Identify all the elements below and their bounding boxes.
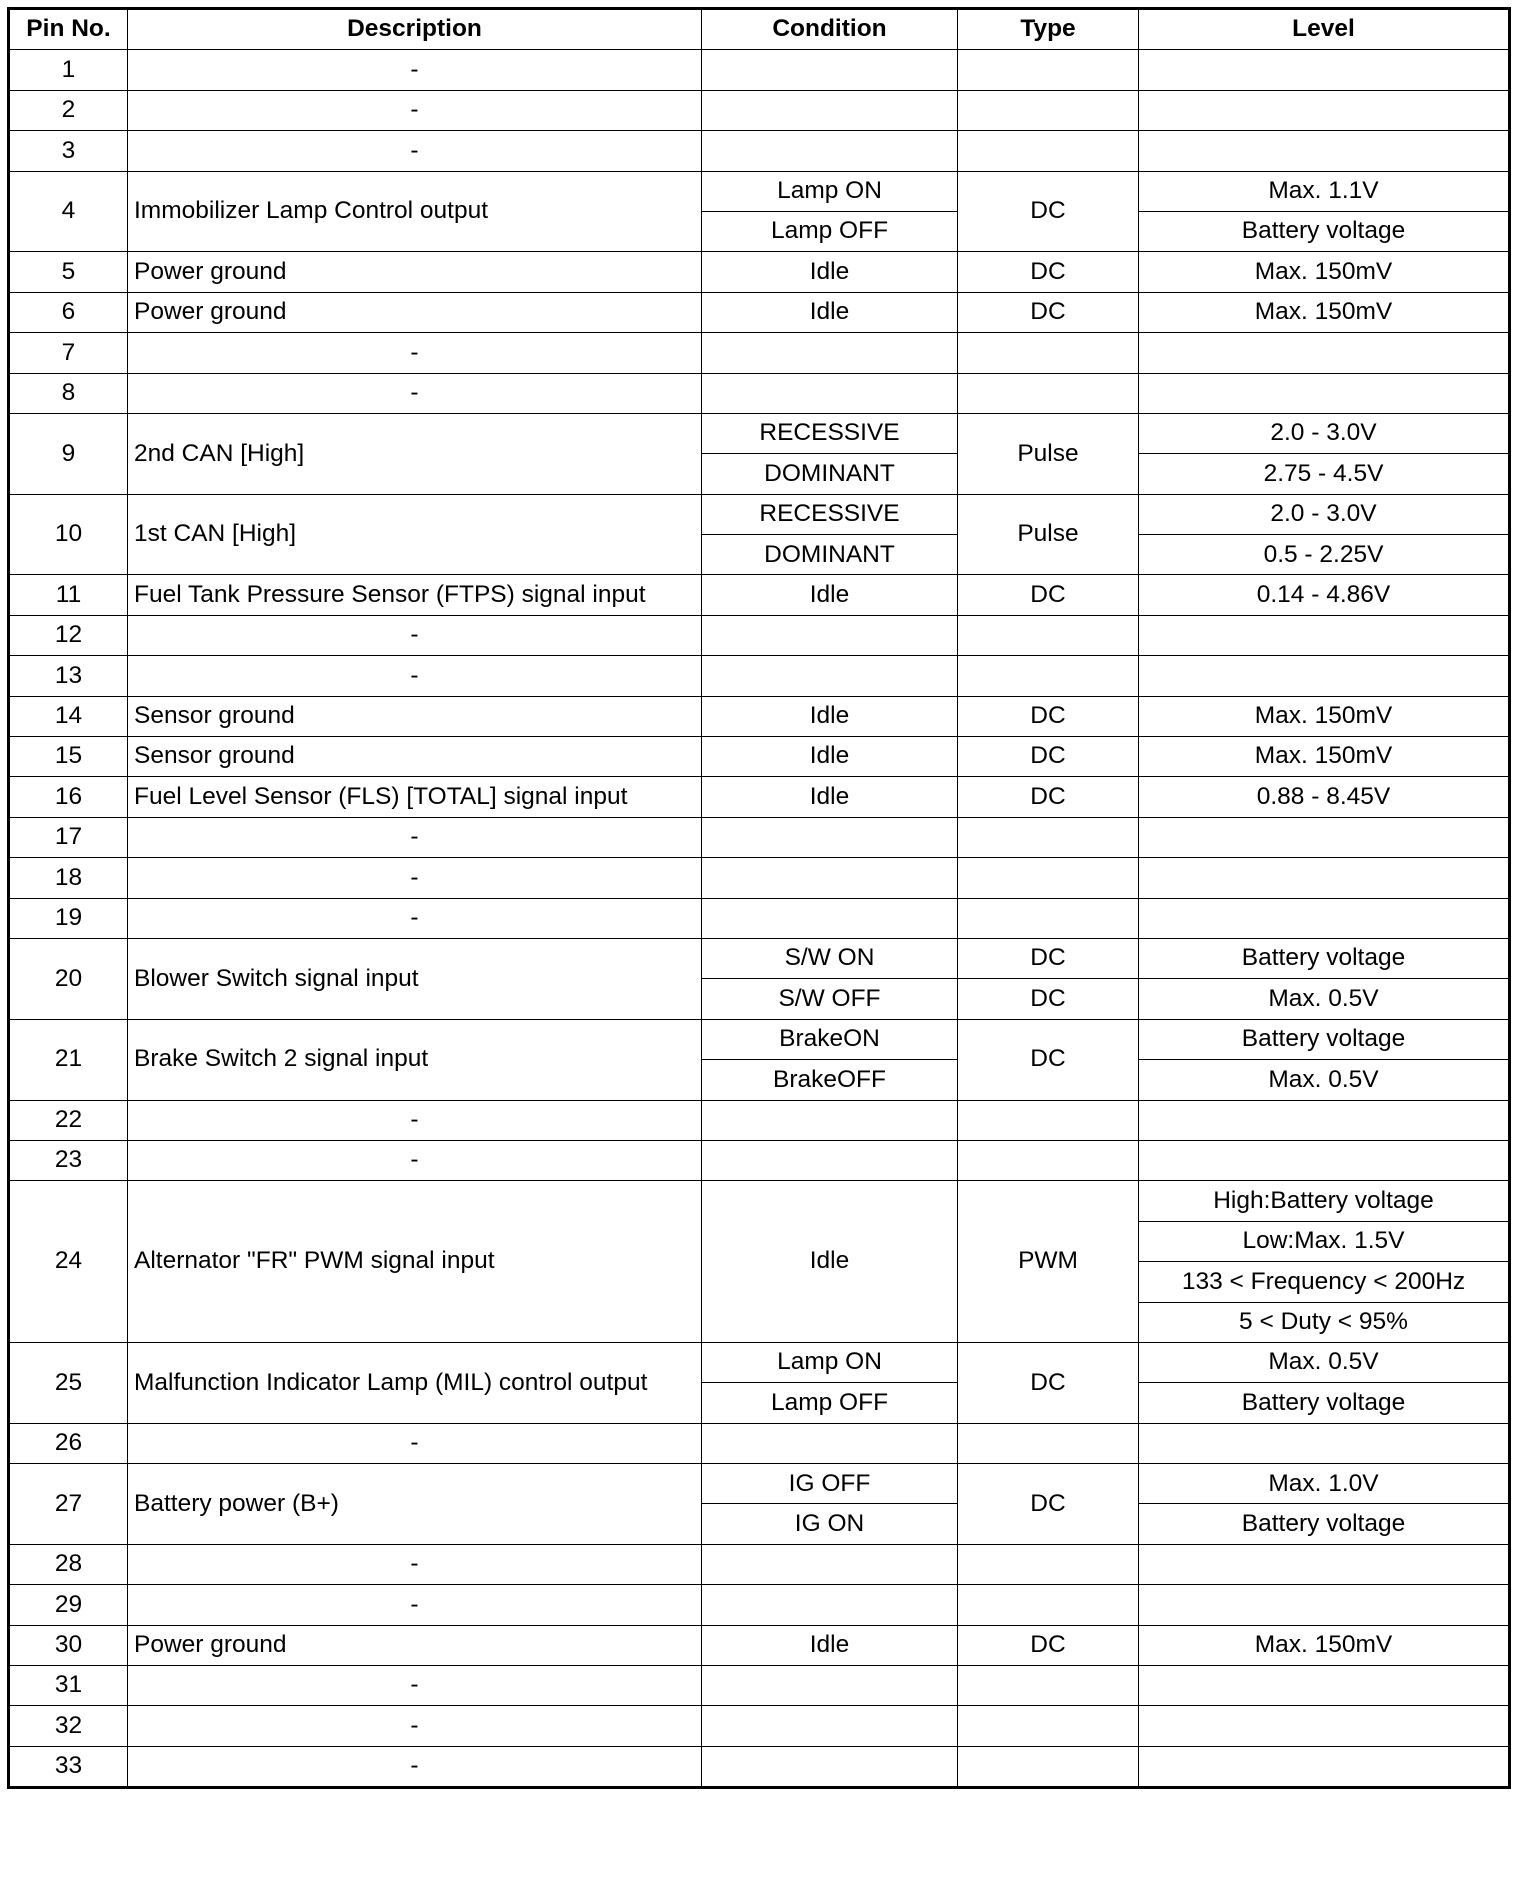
pin-description: - bbox=[128, 817, 702, 857]
pin-level: 133 < Frequency < 200Hz bbox=[1139, 1262, 1510, 1302]
table-row bbox=[9, 1746, 1510, 1787]
pin-number: 4 bbox=[9, 171, 128, 252]
table-row bbox=[9, 1706, 1510, 1746]
pin-condition: BrakeOFF bbox=[702, 1060, 958, 1100]
pin-condition: S/W ON bbox=[702, 938, 958, 978]
pin-condition: DOMINANT bbox=[702, 535, 958, 575]
pin-description: - bbox=[128, 1100, 702, 1140]
header-pin-no: Pin No. bbox=[9, 9, 128, 50]
pin-level: Max. 150mV bbox=[1139, 292, 1510, 332]
pin-number: 1 bbox=[9, 50, 128, 90]
pin-level bbox=[1139, 373, 1510, 413]
pin-condition: Lamp OFF bbox=[702, 211, 958, 251]
table-row bbox=[9, 938, 1510, 978]
pin-type bbox=[958, 858, 1139, 898]
pin-level bbox=[1139, 817, 1510, 857]
pin-type bbox=[958, 615, 1139, 655]
pin-level bbox=[1139, 1140, 1510, 1180]
pin-description: - bbox=[128, 131, 702, 171]
pin-type: DC bbox=[958, 575, 1139, 615]
pin-description: - bbox=[128, 1423, 702, 1463]
table-row bbox=[9, 90, 1510, 130]
pin-description: - bbox=[128, 373, 702, 413]
pin-level bbox=[1139, 615, 1510, 655]
pin-level: Max. 150mV bbox=[1139, 737, 1510, 777]
pin-description: - bbox=[128, 656, 702, 696]
pin-type: Pulse bbox=[958, 494, 1139, 575]
pin-condition bbox=[702, 1746, 958, 1787]
pin-type: PWM bbox=[958, 1181, 1139, 1343]
pin-number: 3 bbox=[9, 131, 128, 171]
pin-condition bbox=[702, 1100, 958, 1140]
pin-description: Battery power (B+) bbox=[128, 1464, 702, 1545]
pin-type: DC bbox=[958, 292, 1139, 332]
pin-type bbox=[958, 1746, 1139, 1787]
pin-number: 6 bbox=[9, 292, 128, 332]
pin-level: Max. 150mV bbox=[1139, 696, 1510, 736]
header-type: Type bbox=[958, 9, 1139, 50]
pin-condition: BrakeON bbox=[702, 1019, 958, 1059]
pin-number: 5 bbox=[9, 252, 128, 292]
pin-condition: Idle bbox=[702, 737, 958, 777]
pin-condition bbox=[702, 858, 958, 898]
pin-type bbox=[958, 1140, 1139, 1180]
pin-number: 22 bbox=[9, 1100, 128, 1140]
pin-condition: Idle bbox=[702, 575, 958, 615]
pin-condition bbox=[702, 50, 958, 90]
table-row bbox=[9, 171, 1510, 211]
header-row bbox=[9, 9, 1510, 50]
pin-description: - bbox=[128, 898, 702, 938]
pin-level: Max. 0.5V bbox=[1139, 1342, 1510, 1382]
pin-condition: S/W OFF bbox=[702, 979, 958, 1019]
pin-number: 14 bbox=[9, 696, 128, 736]
header-condition: Condition bbox=[702, 9, 958, 50]
pin-level bbox=[1139, 90, 1510, 130]
pin-type bbox=[958, 817, 1139, 857]
pin-level: 0.14 - 4.86V bbox=[1139, 575, 1510, 615]
pin-level bbox=[1139, 1666, 1510, 1706]
pin-number: 9 bbox=[9, 413, 128, 494]
pin-number: 29 bbox=[9, 1585, 128, 1625]
pin-number: 12 bbox=[9, 615, 128, 655]
pin-description: Fuel Level Sensor (FLS) [TOTAL] signal input bbox=[128, 777, 702, 817]
pin-condition: RECESSIVE bbox=[702, 413, 958, 453]
pin-description: - bbox=[128, 1746, 702, 1787]
table-row bbox=[9, 898, 1510, 938]
pin-level bbox=[1139, 333, 1510, 373]
pin-description: - bbox=[128, 615, 702, 655]
pin-condition: DOMINANT bbox=[702, 454, 958, 494]
pin-number: 17 bbox=[9, 817, 128, 857]
pin-condition bbox=[702, 898, 958, 938]
pin-number: 21 bbox=[9, 1019, 128, 1100]
pin-level bbox=[1139, 1706, 1510, 1746]
pin-level bbox=[1139, 50, 1510, 90]
pin-number: 11 bbox=[9, 575, 128, 615]
pin-level: Max. 1.1V bbox=[1139, 171, 1510, 211]
pin-condition: Lamp ON bbox=[702, 171, 958, 211]
pin-condition: Idle bbox=[702, 252, 958, 292]
pin-level bbox=[1139, 858, 1510, 898]
pin-condition bbox=[702, 373, 958, 413]
pin-condition: Idle bbox=[702, 1625, 958, 1665]
pin-level bbox=[1139, 1100, 1510, 1140]
pin-number: 2 bbox=[9, 90, 128, 130]
table-row bbox=[9, 656, 1510, 696]
pin-condition: Idle bbox=[702, 777, 958, 817]
pin-description: 2nd CAN [High] bbox=[128, 413, 702, 494]
pin-number: 15 bbox=[9, 737, 128, 777]
pin-type: DC bbox=[958, 737, 1139, 777]
pin-condition: Idle bbox=[702, 696, 958, 736]
pin-description: Sensor ground bbox=[128, 696, 702, 736]
pin-description: 1st CAN [High] bbox=[128, 494, 702, 575]
pin-level bbox=[1139, 1544, 1510, 1584]
pin-number: 16 bbox=[9, 777, 128, 817]
pin-type: DC bbox=[958, 777, 1139, 817]
pin-number: 25 bbox=[9, 1342, 128, 1423]
pin-level: Max. 150mV bbox=[1139, 252, 1510, 292]
pin-description: Power ground bbox=[128, 1625, 702, 1665]
pin-type: DC bbox=[958, 979, 1139, 1019]
pin-type bbox=[958, 1423, 1139, 1463]
pin-description: - bbox=[128, 1666, 702, 1706]
pin-description: Malfunction Indicator Lamp (MIL) control output bbox=[128, 1342, 702, 1423]
pin-table-body bbox=[9, 50, 1510, 1788]
pin-level bbox=[1139, 898, 1510, 938]
pin-level: Low:Max. 1.5V bbox=[1139, 1221, 1510, 1261]
pin-level: 0.88 - 8.45V bbox=[1139, 777, 1510, 817]
pin-number: 26 bbox=[9, 1423, 128, 1463]
table-row bbox=[9, 252, 1510, 292]
pin-number: 8 bbox=[9, 373, 128, 413]
pin-type bbox=[958, 1706, 1139, 1746]
table-row bbox=[9, 696, 1510, 736]
pin-condition bbox=[702, 131, 958, 171]
table-row bbox=[9, 333, 1510, 373]
table-row bbox=[9, 131, 1510, 171]
pin-type: Pulse bbox=[958, 413, 1139, 494]
pin-type bbox=[958, 90, 1139, 130]
pin-type bbox=[958, 656, 1139, 696]
pin-description: - bbox=[128, 50, 702, 90]
pin-condition: Lamp OFF bbox=[702, 1383, 958, 1423]
pin-number: 28 bbox=[9, 1544, 128, 1584]
pin-type: DC bbox=[958, 1342, 1139, 1423]
pin-table bbox=[7, 7, 1511, 1789]
pin-condition: Idle bbox=[702, 292, 958, 332]
pin-description: Power ground bbox=[128, 292, 702, 332]
pin-condition: RECESSIVE bbox=[702, 494, 958, 534]
pin-description: - bbox=[128, 1140, 702, 1180]
pin-number: 19 bbox=[9, 898, 128, 938]
pin-condition: IG ON bbox=[702, 1504, 958, 1544]
table-row bbox=[9, 1100, 1510, 1140]
pin-condition bbox=[702, 90, 958, 130]
pin-type: DC bbox=[958, 1625, 1139, 1665]
pin-condition bbox=[702, 1666, 958, 1706]
table-row bbox=[9, 858, 1510, 898]
table-row bbox=[9, 817, 1510, 857]
table-row bbox=[9, 1140, 1510, 1180]
pin-level bbox=[1139, 131, 1510, 171]
pin-number: 23 bbox=[9, 1140, 128, 1180]
pin-number: 31 bbox=[9, 1666, 128, 1706]
pin-level bbox=[1139, 656, 1510, 696]
pin-description: Alternator "FR" PWM signal input bbox=[128, 1181, 702, 1343]
header-description: Description bbox=[128, 9, 702, 50]
pin-type bbox=[958, 1585, 1139, 1625]
pin-number: 33 bbox=[9, 1746, 128, 1787]
pin-condition bbox=[702, 1423, 958, 1463]
pin-condition bbox=[702, 1140, 958, 1180]
table-row bbox=[9, 292, 1510, 332]
pin-condition: Idle bbox=[702, 1181, 958, 1343]
table-row bbox=[9, 494, 1510, 534]
pin-level bbox=[1139, 1585, 1510, 1625]
pin-condition bbox=[702, 656, 958, 696]
pin-condition: Lamp ON bbox=[702, 1342, 958, 1382]
pin-type: DC bbox=[958, 938, 1139, 978]
table-row bbox=[9, 1544, 1510, 1584]
pin-level: 2.0 - 3.0V bbox=[1139, 413, 1510, 453]
pin-type bbox=[958, 1100, 1139, 1140]
pin-level: Max. 0.5V bbox=[1139, 1060, 1510, 1100]
table-row bbox=[9, 575, 1510, 615]
pin-description: Power ground bbox=[128, 252, 702, 292]
table-row bbox=[9, 1666, 1510, 1706]
table-row bbox=[9, 50, 1510, 90]
pin-number: 32 bbox=[9, 1706, 128, 1746]
pin-level: Battery voltage bbox=[1139, 1383, 1510, 1423]
pin-description: Immobilizer Lamp Control output bbox=[128, 171, 702, 252]
pin-type: DC bbox=[958, 1464, 1139, 1545]
pin-level: 2.0 - 3.0V bbox=[1139, 494, 1510, 534]
pin-condition bbox=[702, 615, 958, 655]
pin-condition bbox=[702, 333, 958, 373]
pin-number: 13 bbox=[9, 656, 128, 696]
pin-number: 30 bbox=[9, 1625, 128, 1665]
table-row bbox=[9, 1585, 1510, 1625]
table-row bbox=[9, 1181, 1510, 1221]
pin-level: 2.75 - 4.5V bbox=[1139, 454, 1510, 494]
pin-description: - bbox=[128, 1585, 702, 1625]
pin-type: DC bbox=[958, 696, 1139, 736]
pin-level bbox=[1139, 1423, 1510, 1463]
pin-level: High:Battery voltage bbox=[1139, 1181, 1510, 1221]
pin-condition bbox=[702, 817, 958, 857]
pin-level: Max. 0.5V bbox=[1139, 979, 1510, 1019]
pin-type bbox=[958, 898, 1139, 938]
pin-type bbox=[958, 1666, 1139, 1706]
pin-description: Sensor ground bbox=[128, 737, 702, 777]
table-row bbox=[9, 1464, 1510, 1504]
pin-level: 5 < Duty < 95% bbox=[1139, 1302, 1510, 1342]
table-row bbox=[9, 615, 1510, 655]
table-row bbox=[9, 1423, 1510, 1463]
pin-type bbox=[958, 1544, 1139, 1584]
pin-type: DC bbox=[958, 171, 1139, 252]
pin-condition bbox=[702, 1585, 958, 1625]
pin-description: - bbox=[128, 1544, 702, 1584]
pin-description: - bbox=[128, 858, 702, 898]
pin-number: 10 bbox=[9, 494, 128, 575]
pin-number: 24 bbox=[9, 1181, 128, 1343]
pin-level: Battery voltage bbox=[1139, 938, 1510, 978]
pin-description: Fuel Tank Pressure Sensor (FTPS) signal input bbox=[128, 575, 702, 615]
pin-type bbox=[958, 131, 1139, 171]
pin-level: 0.5 - 2.25V bbox=[1139, 535, 1510, 575]
table-row bbox=[9, 413, 1510, 453]
pin-type bbox=[958, 333, 1139, 373]
pin-description: Brake Switch 2 signal input bbox=[128, 1019, 702, 1100]
pin-description: - bbox=[128, 333, 702, 373]
pin-level: Battery voltage bbox=[1139, 211, 1510, 251]
pin-level: Max. 1.0V bbox=[1139, 1464, 1510, 1504]
pin-condition bbox=[702, 1544, 958, 1584]
pin-number: 7 bbox=[9, 333, 128, 373]
pin-description: - bbox=[128, 1706, 702, 1746]
pin-type bbox=[958, 50, 1139, 90]
table-row bbox=[9, 1342, 1510, 1382]
pin-type bbox=[958, 373, 1139, 413]
header-level: Level bbox=[1139, 9, 1510, 50]
pin-description: Blower Switch signal input bbox=[128, 938, 702, 1019]
pin-condition: IG OFF bbox=[702, 1464, 958, 1504]
pin-level bbox=[1139, 1746, 1510, 1787]
pin-condition bbox=[702, 1706, 958, 1746]
pin-number: 27 bbox=[9, 1464, 128, 1545]
pin-level: Max. 150mV bbox=[1139, 1625, 1510, 1665]
pin-type: DC bbox=[958, 252, 1139, 292]
pin-type: DC bbox=[958, 1019, 1139, 1100]
pin-number: 20 bbox=[9, 938, 128, 1019]
pin-level: Battery voltage bbox=[1139, 1019, 1510, 1059]
pin-number: 18 bbox=[9, 858, 128, 898]
table-row bbox=[9, 737, 1510, 777]
table-row bbox=[9, 373, 1510, 413]
table-row bbox=[9, 777, 1510, 817]
table-row bbox=[9, 1625, 1510, 1665]
pin-level: Battery voltage bbox=[1139, 1504, 1510, 1544]
table-row bbox=[9, 1019, 1510, 1059]
pin-description: - bbox=[128, 90, 702, 130]
